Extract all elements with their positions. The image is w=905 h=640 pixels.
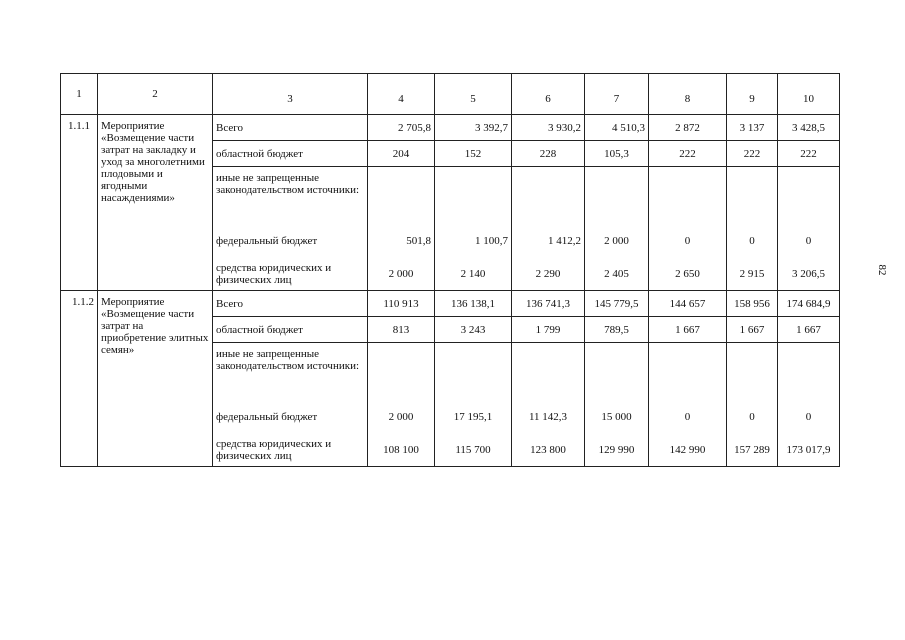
value-cell: 115 700 bbox=[435, 433, 512, 467]
header-cell: 5 bbox=[435, 74, 512, 115]
row-code: 1.1.2 bbox=[61, 291, 98, 467]
value-cell: 3 428,5 bbox=[778, 115, 840, 141]
row-category: областной бюджет bbox=[213, 317, 368, 343]
value-cell: 0 bbox=[649, 400, 727, 433]
header-cell: 3 bbox=[213, 74, 368, 115]
empty-cell bbox=[435, 343, 512, 401]
value-cell: 2 290 bbox=[512, 257, 585, 291]
empty-cell bbox=[778, 343, 840, 401]
row-category: иные не запрещенные законодательством источники: bbox=[213, 167, 368, 225]
value-cell: 1 412,2 bbox=[512, 224, 585, 257]
value-cell: 110 913 bbox=[368, 291, 435, 317]
value-cell: 157 289 bbox=[727, 433, 778, 467]
value-cell: 0 bbox=[727, 224, 778, 257]
empty-cell bbox=[727, 167, 778, 225]
header-cell: 9 bbox=[727, 74, 778, 115]
value-cell: 136 741,3 bbox=[512, 291, 585, 317]
value-cell: 813 bbox=[368, 317, 435, 343]
value-cell: 3 137 bbox=[727, 115, 778, 141]
empty-cell bbox=[368, 167, 435, 225]
value-cell: 174 684,9 bbox=[778, 291, 840, 317]
value-cell: 0 bbox=[778, 224, 840, 257]
value-cell: 145 779,5 bbox=[585, 291, 649, 317]
value-cell: 108 100 bbox=[368, 433, 435, 467]
value-cell: 222 bbox=[778, 141, 840, 167]
value-cell: 222 bbox=[649, 141, 727, 167]
value-cell: 152 bbox=[435, 141, 512, 167]
empty-cell bbox=[649, 167, 727, 225]
row-category: иные не запрещенные законодательством источники: bbox=[213, 343, 368, 401]
row-category: Всего bbox=[213, 115, 368, 141]
value-cell: 2 705,8 bbox=[368, 115, 435, 141]
value-cell: 3 930,2 bbox=[512, 115, 585, 141]
value-cell: 2 650 bbox=[649, 257, 727, 291]
value-cell: 158 956 bbox=[727, 291, 778, 317]
header-cell: 4 bbox=[368, 74, 435, 115]
value-cell: 228 bbox=[512, 141, 585, 167]
row-category: областной бюджет bbox=[213, 141, 368, 167]
empty-cell bbox=[435, 167, 512, 225]
value-cell: 136 138,1 bbox=[435, 291, 512, 317]
value-cell: 129 990 bbox=[585, 433, 649, 467]
page-number: 82 bbox=[876, 264, 888, 276]
empty-cell bbox=[512, 167, 585, 225]
row-category: средства юридических и физических лиц bbox=[213, 257, 368, 291]
value-cell: 1 100,7 bbox=[435, 224, 512, 257]
value-cell: 2 405 bbox=[585, 257, 649, 291]
value-cell: 15 000 bbox=[585, 400, 649, 433]
value-cell: 4 510,3 bbox=[585, 115, 649, 141]
value-cell: 1 799 bbox=[512, 317, 585, 343]
value-cell: 142 990 bbox=[649, 433, 727, 467]
table-row bbox=[61, 115, 840, 141]
header-cell: 8 bbox=[649, 74, 727, 115]
value-cell: 501,8 bbox=[368, 224, 435, 257]
value-cell: 123 800 bbox=[512, 433, 585, 467]
header-cell: 7 bbox=[585, 74, 649, 115]
header-cell: 10 bbox=[778, 74, 840, 115]
empty-cell bbox=[649, 343, 727, 401]
value-cell: 2 000 bbox=[368, 400, 435, 433]
empty-cell bbox=[368, 343, 435, 401]
value-cell: 2 915 bbox=[727, 257, 778, 291]
value-cell: 173 017,9 bbox=[778, 433, 840, 467]
table-row bbox=[61, 291, 840, 317]
value-cell: 1 667 bbox=[649, 317, 727, 343]
row-name: Мероприятие «Возмещение части затрат на закладку и уход за многолетними плодовыми и ягодными насаждениями» bbox=[98, 115, 213, 291]
value-cell: 222 bbox=[727, 141, 778, 167]
row-category: федеральный бюджет bbox=[213, 400, 368, 433]
value-cell: 0 bbox=[727, 400, 778, 433]
row-name: Мероприятие «Возмещение части затрат на приобретение элитных семян» bbox=[98, 291, 213, 467]
value-cell: 789,5 bbox=[585, 317, 649, 343]
value-cell: 105,3 bbox=[585, 141, 649, 167]
header-cell: 2 bbox=[98, 74, 213, 115]
value-cell: 11 142,3 bbox=[512, 400, 585, 433]
value-cell: 2 872 bbox=[649, 115, 727, 141]
empty-cell bbox=[585, 343, 649, 401]
header-cell: 6 bbox=[512, 74, 585, 115]
value-cell: 0 bbox=[649, 224, 727, 257]
value-cell: 0 bbox=[778, 400, 840, 433]
value-cell: 3 206,5 bbox=[778, 257, 840, 291]
header-cell: 1 bbox=[61, 74, 98, 115]
row-category: средства юридических и физических лиц bbox=[213, 433, 368, 467]
value-cell: 2 140 bbox=[435, 257, 512, 291]
value-cell: 144 657 bbox=[649, 291, 727, 317]
budget-table bbox=[60, 73, 840, 467]
value-cell: 1 667 bbox=[778, 317, 840, 343]
row-category: Всего bbox=[213, 291, 368, 317]
value-cell: 2 000 bbox=[585, 224, 649, 257]
value-cell: 3 392,7 bbox=[435, 115, 512, 141]
empty-cell bbox=[585, 167, 649, 225]
value-cell: 2 000 bbox=[368, 257, 435, 291]
value-cell: 17 195,1 bbox=[435, 400, 512, 433]
empty-cell bbox=[512, 343, 585, 401]
empty-cell bbox=[778, 167, 840, 225]
value-cell: 3 243 bbox=[435, 317, 512, 343]
value-cell: 1 667 bbox=[727, 317, 778, 343]
table-header-row bbox=[61, 74, 840, 115]
value-cell: 204 bbox=[368, 141, 435, 167]
row-code: 1.1.1 bbox=[61, 115, 98, 291]
empty-cell bbox=[727, 343, 778, 401]
row-category: федеральный бюджет bbox=[213, 224, 368, 257]
